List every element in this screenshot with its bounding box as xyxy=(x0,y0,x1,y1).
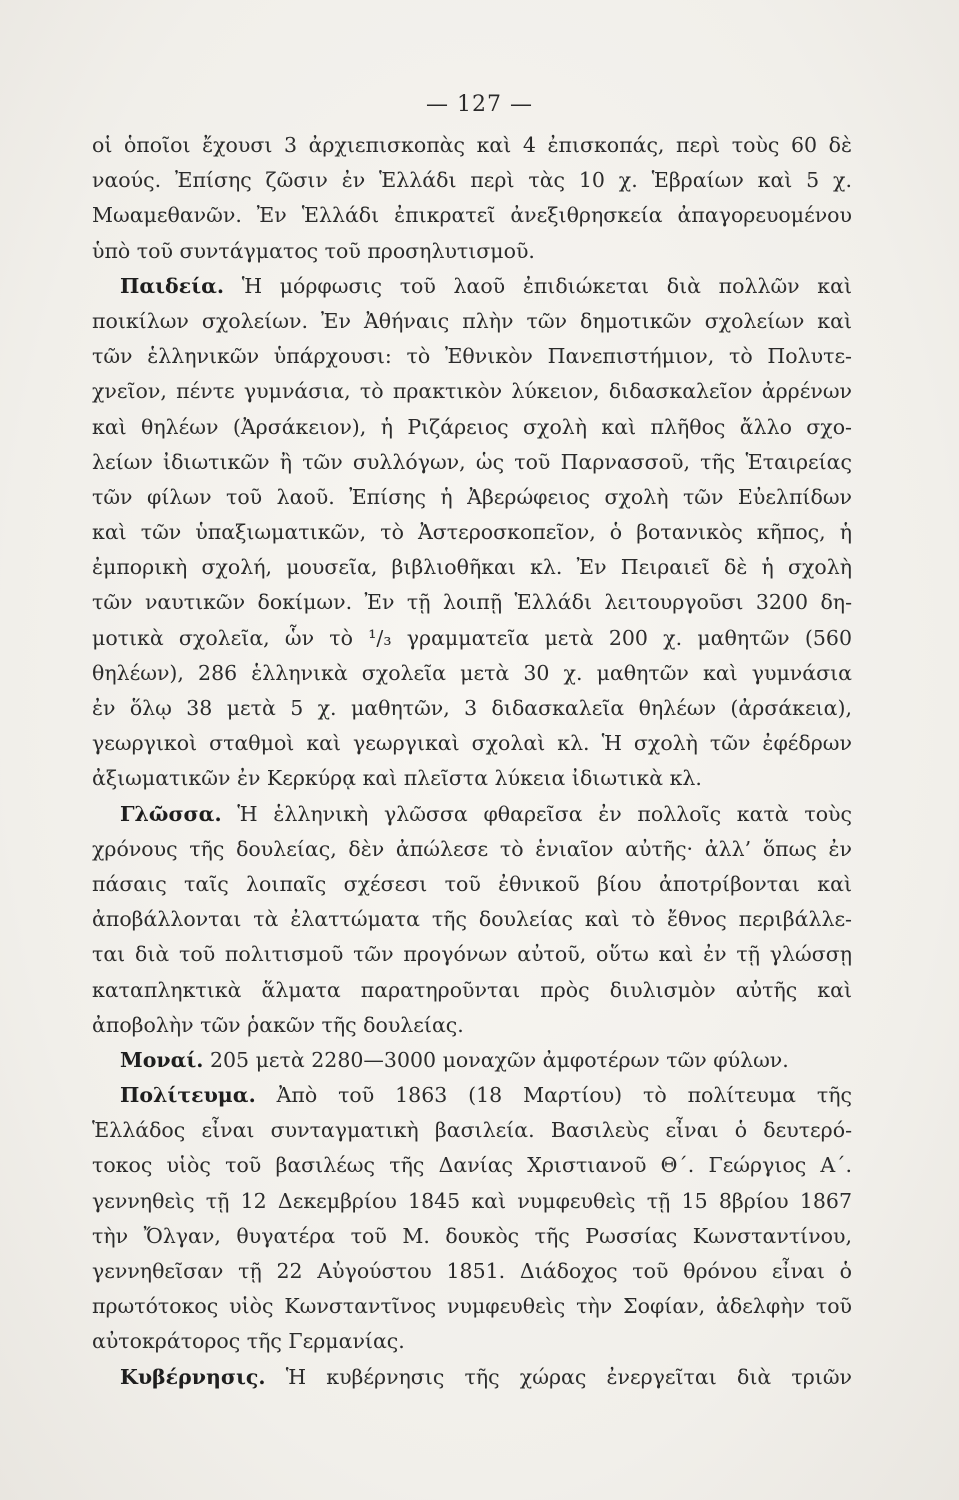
line-text: ἀποβολὴν τῶν ῥακῶν τῆς δουλείας. xyxy=(92,1012,464,1037)
text-line xyxy=(92,339,852,374)
line-text: χνεῖον, πέντε γυμνάσια, τὸ πρακτικὸν λύκειον, διδασκαλεῖον ἀρρένων xyxy=(92,379,852,404)
line-text: Ἑλλάδος εἶναι συνταγματικὴ βασιλεία. Βασιλεὺς εἶναι ὁ δευτερό- xyxy=(92,1118,852,1143)
line-text: λείων ἰδιωτικῶν ἢ τῶν συλλόγων, ὡς τοῦ Παρνασσοῦ, τῆς Ἑταιρείας xyxy=(92,449,852,474)
line-text: τῶν φίλων τοῦ λαοῦ. Ἐπίσης ἡ Ἀβερώφειος σχολὴ τῶν Εὐελπίδων xyxy=(92,484,852,509)
text-line xyxy=(92,1148,852,1183)
text-line xyxy=(92,1184,852,1219)
line-text: οἱ ὁποῖοι ἔχουσι 3 ἀρχιεπισκοπὰς καὶ 4 ἐπισκοπάς, περὶ τοὺς 60 δὲ xyxy=(92,133,852,157)
text-line xyxy=(92,374,852,409)
section-heading: Πολίτευμα. xyxy=(120,1083,256,1108)
line-text: γεωργικοὶ σταθμοὶ καὶ γεωργικαὶ σχολαὶ κλ. Ἡ σχολὴ τῶν ἐφέδρων xyxy=(92,731,852,756)
section-first-line xyxy=(92,269,852,304)
text-line xyxy=(92,410,852,445)
text-line xyxy=(92,1289,852,1324)
line-text: Ἀπὸ τοῦ 1863 (18 Μαρτίου) τὸ πολίτευμα τῆς xyxy=(255,1083,852,1108)
line-text: μοτικὰ σχολεῖα, ὧν τὸ ¹/₃ γραμματεῖα μετὰ 200 χ. μαθητῶν (560 xyxy=(92,625,852,650)
text-line xyxy=(92,480,852,515)
section-first-line xyxy=(92,1043,852,1078)
text-line xyxy=(92,761,852,796)
text-line xyxy=(92,656,852,691)
text-line xyxy=(92,1219,852,1254)
text-line xyxy=(92,621,852,656)
section-first-line xyxy=(92,1360,852,1395)
text-line xyxy=(92,1008,852,1043)
text-line xyxy=(92,198,852,233)
section-heading: Γλῶσσα. xyxy=(120,801,222,826)
text-line xyxy=(92,304,852,339)
line-text: Ἡ κυβέρνησις τῆς χώρας ἐνεργεῖται διὰ τριῶν xyxy=(265,1364,852,1389)
line-text: ναούς. Ἐπίσης ζῶσιν ἐν Ἑλλάδι περὶ τὰς 10 χ. Ἑβραίων καὶ 5 χ. xyxy=(92,168,852,193)
text-line xyxy=(92,691,852,726)
section-heading: Παιδεία. xyxy=(120,273,225,298)
text-line xyxy=(92,832,852,867)
line-text: ται διὰ τοῦ πολιτισμοῦ τῶν προγόνων αὐτοῦ, οὕτω καὶ ἐν τῇ γλώσσῃ xyxy=(92,942,852,967)
line-text: πάσαις ταῖς λοιπαῖς σχέσεσι τοῦ ἐθνικοῦ βίου ἀποτρίβονται καὶ xyxy=(92,871,852,896)
text-line xyxy=(92,550,852,585)
text-line xyxy=(92,445,852,480)
line-text: πρωτότοκος υἱὸς Κωνσταντῖνος νυμφευθεὶς τὴν Σοφίαν, ἀδελφὴν τοῦ xyxy=(92,1294,852,1319)
line-text: τὴν Ὄλγαν, θυγατέρα τοῦ Μ. δουκὸς τῆς Ρωσσίας Κωνσταντίνου, xyxy=(92,1223,852,1248)
line-text: ὑπὸ τοῦ συντάγματος τοῦ προσηλυτισμοῦ. xyxy=(92,238,535,263)
line-text: καὶ τῶν ὑπαξιωματικῶν, τὸ Ἀστεροσκοπεῖον, ὁ βοτανικὸς κῆπος, ἡ xyxy=(92,520,852,545)
line-text: Ἡ ἑλληνικὴ γλῶσσα φθαρεῖσα ἐν πολλοῖς κατὰ τοὺς xyxy=(221,801,852,826)
line-text: τῶν ἑλληνικῶν ὑπάρχουσι: τὸ Ἐθνικὸν Πανεπιστήμιον, τὸ Πολυτε- xyxy=(92,344,852,369)
page-number: — 127 — xyxy=(426,92,533,117)
text-line xyxy=(92,1254,852,1289)
text-line xyxy=(92,1113,852,1148)
line-text: ἀξιωματικῶν ἐν Κερκύρᾳ καὶ πλεῖστα λύκεια ἰδιωτικὰ κλ. xyxy=(92,766,702,791)
line-text: χρόνους τῆς δουλείας, δὲν ἀπώλεσε τὸ ἑνιαῖον αὐτῆς· ἀλλ’ ὅπως ἐν xyxy=(92,836,852,861)
text-line xyxy=(92,234,852,269)
line-text: ἐμπορικὴ σχολή, μουσεῖα, βιβλιοθῆκαι κλ. Ἐν Πειραιεῖ δὲ ἡ σχολὴ xyxy=(92,555,852,580)
text-line xyxy=(92,726,852,761)
text-line xyxy=(92,163,852,198)
line-text: γεννηθεὶς τῇ 12 Δεκεμβρίου 1845 καὶ νυμφευθεὶς τῇ 15 8βρίου 1867 xyxy=(92,1188,852,1213)
text-line xyxy=(92,585,852,620)
text-line xyxy=(92,902,852,937)
line-text: καὶ θηλέων (Ἀρσάκειον), ἡ Ριζάρειος σχολὴ καὶ πλῆθος ἄλλο σχο- xyxy=(92,414,852,439)
section-heading: Μοναί. xyxy=(120,1047,204,1072)
line-text: τῶν ναυτικῶν δοκίμων. Ἐν τῇ λοιπῇ Ἑλλάδι λειτουργοῦσι 3200 δη- xyxy=(92,590,852,615)
text-line xyxy=(92,515,852,550)
text-line xyxy=(92,973,852,1008)
section-heading: Κυβέρνησις. xyxy=(120,1364,266,1389)
line-text: Μωαμεθανῶν. Ἐν Ἑλλάδι ἐπικρατεῖ ἀνεξιθρησκεία ἀπαγορευομένου xyxy=(92,203,852,228)
line-text: καταπληκτικὰ ἅλματα παρατηροῦνται πρὸς διυλισμὸν αὐτῆς καὶ xyxy=(92,977,852,1002)
line-text: Ἡ μόρφωσις τοῦ λαοῦ ἐπιδιώκεται διὰ πολλῶν καὶ xyxy=(224,273,852,298)
line-text: ἀποβάλλονται τὰ ἐλαττώματα τῆς δουλείας καὶ τὸ ἔθνος περιβάλλε- xyxy=(92,907,852,932)
line-text: γεννηθεῖσαν τῇ 22 Αὐγούστου 1851. Διάδοχος τοῦ θρόνου εἶναι ὁ xyxy=(92,1259,852,1283)
section-first-line xyxy=(92,797,852,832)
section-first-line xyxy=(92,1078,852,1113)
line-text: τοκος υἱὸς τοῦ βασιλέως τῆς Δανίας Χριστιανοῦ Θ΄. Γεώργιος Α΄. xyxy=(92,1153,852,1178)
text-line xyxy=(92,937,852,972)
body-text xyxy=(92,128,852,1395)
text-line xyxy=(92,1324,852,1359)
line-text: 205 μετὰ 2280—3000 μοναχῶν ἀμφοτέρων τῶν φύλων. xyxy=(203,1047,789,1072)
line-text: ποικίλων σχολείων. Ἐν Ἀθήναις πλὴν τῶν δημοτικῶν σχολείων καὶ xyxy=(92,308,852,333)
line-text: αὐτοκράτορος τῆς Γερμανίας. xyxy=(92,1329,405,1354)
line-text: ἐν ὅλῳ 38 μετὰ 5 χ. μαθητῶν, 3 διδασκαλεῖα θηλέων (ἀρσάκεια), xyxy=(92,696,852,720)
line-text: θηλέων), 286 ἑλληνικὰ σχολεῖα μετὰ 30 χ. μαθητῶν καὶ γυμνάσια xyxy=(92,660,852,685)
text-line xyxy=(92,867,852,902)
text-line xyxy=(92,128,852,163)
